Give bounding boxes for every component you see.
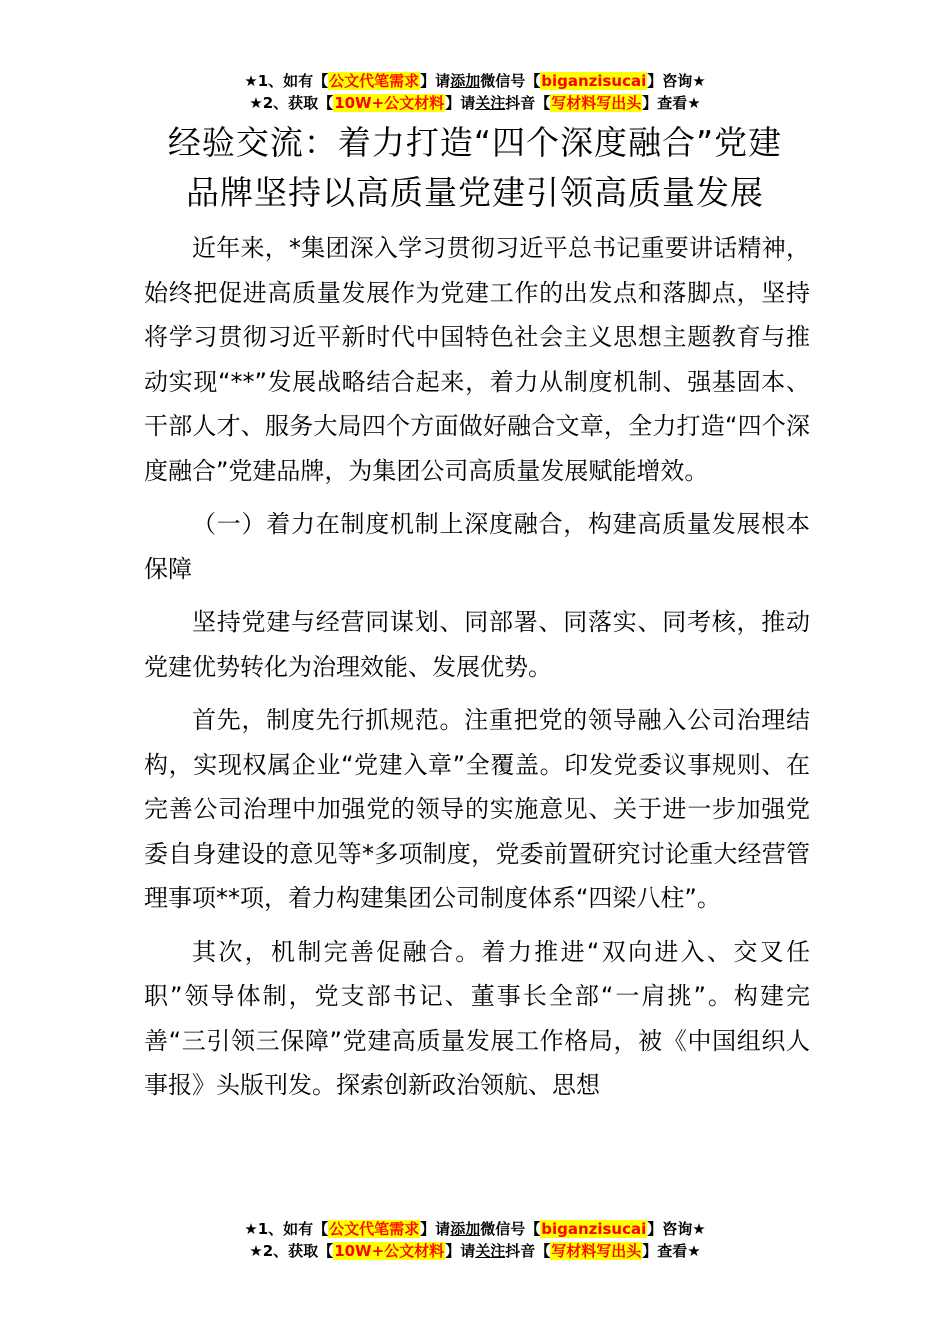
- document-body: [144, 226, 810, 1117]
- banner-underlined-text: 关注: [475, 94, 506, 112]
- banner-underlined-text: 添加: [450, 1220, 481, 1238]
- title-line-1: 经验交流：着力打造“四个深度融合”党建: [167, 123, 783, 162]
- banner-text: 】查看★: [642, 94, 701, 112]
- banner-line-2: [0, 92, 950, 114]
- banner-line-1: [0, 70, 950, 92]
- banner-highlight: 写材料写出头: [551, 94, 642, 112]
- banner-highlight: 公文代笔需求: [329, 1220, 420, 1238]
- banner-text: 】请: [420, 1220, 451, 1238]
- banner-text: 】请: [445, 1242, 476, 1260]
- title-line-2: 品牌坚持以高质量党建引领高质量发展: [186, 173, 764, 212]
- banner-underlined-text: 关注: [475, 1242, 506, 1260]
- banner-highlight: 10W+公文材料: [334, 94, 445, 112]
- banner-text: 】查看★: [642, 1242, 701, 1260]
- banner-highlight: 公文代笔需求: [329, 72, 420, 90]
- banner-text: 】请: [445, 94, 476, 112]
- banner-line-2: [0, 1240, 950, 1262]
- banner-text: ★1、如有【: [244, 1220, 329, 1238]
- paragraph: 其次，机制完善促融合。着力推进“双向进入、交叉任职”领导体制，党支部书记、董事长全部“一肩挑”。构建完善“三引领三保障”党建高质量发展工作格局，被《中国组织人事报》头版刊发。探索创新政治领航、思想: [144, 937, 810, 1099]
- banner-text: 】咨询★: [647, 1220, 706, 1238]
- banner-highlight: biganzisucai: [541, 72, 647, 90]
- paragraph: 坚持党建与经营同谋划、同部署、同落实、同考核，推动党建优势转化为治理效能、发展优势。: [144, 608, 810, 681]
- banner-text: 抖音【: [505, 1242, 551, 1260]
- banner-text: 】咨询★: [647, 72, 706, 90]
- banner-text: 微信号【: [480, 1220, 541, 1238]
- footer-banner: [0, 1218, 950, 1262]
- section-heading: （一）着力在制度机制上深度融合，构建高质量发展根本保障: [144, 510, 810, 583]
- document-title: [100, 118, 850, 218]
- banner-text: 微信号【: [480, 72, 541, 90]
- banner-text: 抖音【: [505, 94, 551, 112]
- banner-text: ★2、获取【: [249, 1242, 334, 1260]
- banner-text: ★2、获取【: [249, 94, 334, 112]
- banner-highlight: 写材料写出头: [551, 1242, 642, 1260]
- banner-line-1: [0, 1218, 950, 1240]
- banner-highlight: biganzisucai: [541, 1220, 647, 1238]
- banner-text: 】请: [420, 72, 451, 90]
- banner-text: ★1、如有【: [244, 72, 329, 90]
- banner-highlight: 10W+公文材料: [334, 1242, 445, 1260]
- header-banner: [0, 70, 950, 114]
- banner-underlined-text: 添加: [450, 72, 481, 90]
- paragraph-intro: 近年来，*集团深入学习贯彻习近平总书记重要讲话精神，始终把促进高质量发展作为党建工作的出发点和落脚点，坚持将学习贯彻习近平新时代中国特色社会主义思想主题教育与推动实现“**”发展战略结合起来，着力从制度机制、强基固本、干部人才、服务大局四个方面做好融合文章，全力打造“四个深度融合”党建品牌，为集团公司高质量发展赋能增效。: [144, 234, 810, 485]
- paragraph: 首先，制度先行抓规范。注重把党的领导融入公司治理结构，实现权属企业“党建入章”全覆盖。印发党委议事规则、在完善公司治理中加强党的领导的实施意见、关于进一步加强党委自身建设的意见等*多项制度，党委前置研究讨论重大经营管理事项**项，着力构建集团公司制度体系“四梁八柱”。: [144, 706, 810, 912]
